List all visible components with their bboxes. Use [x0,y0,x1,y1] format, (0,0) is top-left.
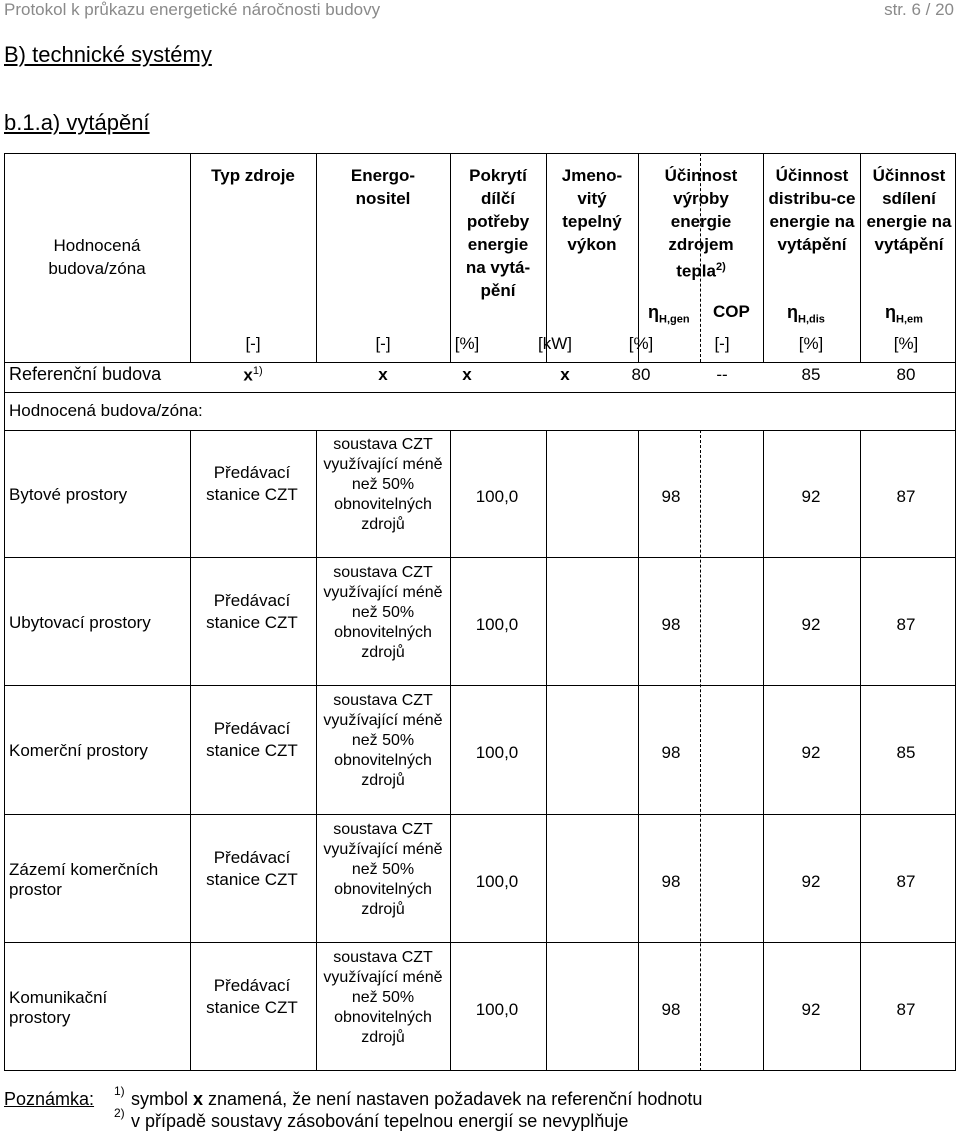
unit-eff-gen: [%] [628,334,654,353]
column-divider [638,153,639,362]
row-divider [4,557,956,558]
row-divider [4,942,956,943]
note-1-marker: 1) [114,1084,125,1098]
energy-carrier: soustava CZT využívající méně než 50% obnovitelných zdrojů [323,692,443,789]
column-divider [638,430,639,1071]
zone-name: Komerční prostory [9,741,148,760]
energy-carrier: soustava CZT využívající méně než 50% obnovitelných zdrojů [323,949,443,1046]
column-divider [763,430,764,1071]
energy-carrier: soustava CZT využívající méně než 50% obnovitelných zdrojů [323,564,443,661]
reference-cop: -- [716,365,728,384]
symbol-eta-h-em: $\eta_{H,em}$ [885,302,923,326]
coverage-value: 100,0 [475,1000,519,1019]
column-header-eff-gen: Účinnost výroby energie zdrojem tepla$^{2)}$ [664,166,738,281]
eff-dis-value: 92 [801,1000,821,1019]
row-divider [4,685,956,686]
reference-eff-em: 80 [896,365,916,384]
column-header-coverage: Pokrytí dílčí potřeby energie na vytá-pění [465,166,531,300]
unit-source: [-] [245,334,261,353]
coverage-value: 100,0 [475,743,519,762]
eff-dis-value: 92 [801,743,821,762]
symbol-eta-h-gen: $\eta_{H,gen}$ [648,302,690,326]
column-header-source-type: Typ zdroje [211,166,295,185]
column-divider [190,153,191,362]
column-divider [450,430,451,1071]
column-header-eff-em: Účinnost sdílení energie na vytápění [866,166,952,254]
unit-cop: [-] [714,334,730,353]
note-2-text: v případě soustavy zásobování tepelnou energií se nevyplňuje [131,1111,629,1131]
eff-dis-value: 92 [801,487,821,506]
eff-gen-value: 98 [661,615,681,634]
column-divider [860,430,861,1071]
row-divider [4,362,956,363]
notes-label: Poznámka: [4,1089,95,1109]
reference-carrier: x [378,365,388,384]
source-type: Předávací stanice CZT [206,463,298,504]
symbol-eta-h-dis: $\eta_{H,dis}$ [787,302,825,326]
zone-name: Ubytovací prostory [9,613,151,632]
eff-dis-value: 92 [801,615,821,634]
unit-eff-dis: [%] [798,334,824,353]
column-header-power: Jmeno-vitý tepelný výkon [561,166,623,254]
coverage-value: 100,0 [475,872,519,891]
eff-em-value: 87 [896,615,916,634]
reference-source: $x^{1)}$ [243,365,263,385]
zones-label: Hodnocená budova/zóna: [9,401,203,420]
eff-gen-value: 98 [661,743,681,762]
energy-carrier: soustava CZT využívající méně než 50% obnovitelných zdrojů [323,821,443,918]
coverage-value: 100,0 [475,615,519,634]
column-header-carrier: Energo-nositel [350,166,416,208]
section-title: B) technické systémy [4,42,212,67]
eff-gen-value: 98 [661,487,681,506]
column-divider [860,153,861,362]
zone-name: Komunikační prostory [9,988,108,1027]
column-divider [763,153,764,362]
reference-label: Referenční budova [9,364,162,384]
unit-coverage: [%] [454,334,480,353]
reference-coverage: x [462,365,472,384]
eff-gen-value: 98 [661,872,681,891]
note-2-marker: 2) [114,1106,125,1120]
unit-power: [kW] [538,334,572,353]
row-divider [4,392,956,393]
source-type: Předávací stanice CZT [206,848,298,889]
unit-carrier: [-] [375,334,391,353]
zone-name: Bytové prostory [9,485,128,504]
reference-power: x [560,365,570,384]
source-type: Předávací stanice CZT [206,976,298,1017]
unit-eff-em: [%] [893,334,919,353]
reference-eff-gen: 80 [631,365,651,384]
source-type: Předávací stanice CZT [206,591,298,632]
reference-eff-dis: 85 [801,365,821,384]
eff-em-value: 87 [896,1000,916,1019]
column-divider [316,153,317,362]
document-title: Protokol k průkazu energetické náročnosti budovy [4,0,381,19]
zone-name: Zázemí komerčních prostor [9,860,159,899]
column-divider [546,153,547,362]
eff-em-value: 87 [896,872,916,891]
eff-dis-value: 92 [801,872,821,891]
column-header-eff-dis: Účinnost distribu-ce energie na vytápění [768,166,856,254]
column-divider [450,153,451,362]
eff-gen-value: 98 [661,1000,681,1019]
subsection-title: b.1.a) vytápění [4,110,150,135]
row-divider [4,430,956,431]
energy-carrier: soustava CZT využívající méně než 50% obnovitelných zdrojů [323,436,443,533]
row-divider [4,814,956,815]
column-divider [546,430,547,1071]
symbol-cop: COP [713,302,750,321]
note-1-text: symbol x znamená, že není nastaven požadavek na referenční hodnotu [131,1089,703,1109]
column-header-zone: Hodnocená budova/zóna [48,236,146,278]
page-number: str. 6 / 20 [884,0,954,19]
source-type: Předávací stanice CZT [206,719,298,760]
coverage-value: 100,0 [475,487,519,506]
eff-em-value: 87 [896,487,916,506]
eff-em-value: 85 [896,743,916,762]
